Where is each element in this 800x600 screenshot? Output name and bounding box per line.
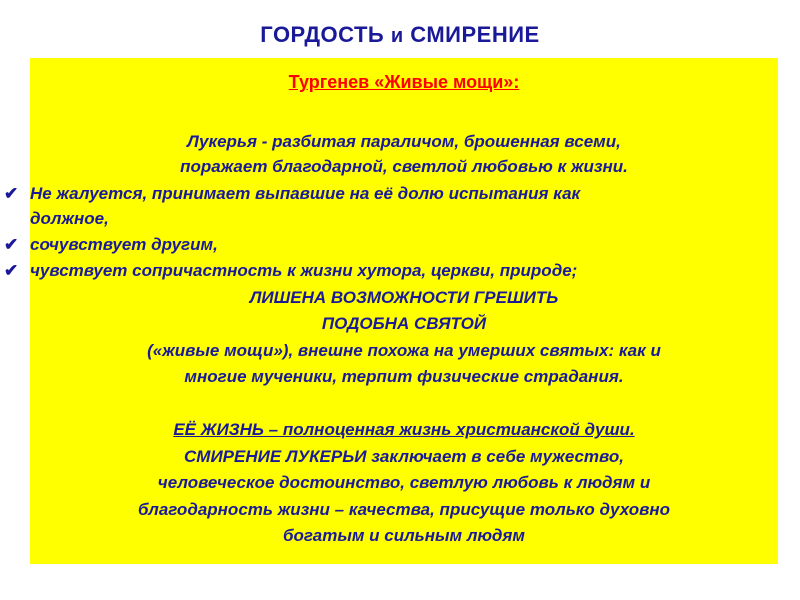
text-line-12: СМИРЕНИЕ ЛУКЕРЬИ заключает в себе мужество, bbox=[184, 447, 624, 466]
text-line-10: многие мученики, терпит физические страдания. bbox=[184, 367, 624, 386]
text-line-2: поражает благодарной, светлой любовью к жизни. bbox=[180, 157, 628, 176]
title-part-1: ГОРДОСТЬ bbox=[260, 22, 391, 47]
text-line-14: благодарность жизни – качества, присущие только духовно bbox=[137, 500, 671, 519]
text-line-11: ЕЁ ЖИЗНЬ – полноценная жизнь христианской души. bbox=[173, 420, 635, 439]
text-line-8: ПОДОБНА СВЯТОЙ bbox=[321, 314, 487, 333]
text-line-15: богатым и сильным людям bbox=[283, 526, 525, 545]
bullet-line-1 bbox=[4, 184, 764, 204]
text-line-13: человеческое достоинство, светлую любовь к людям и bbox=[157, 473, 651, 492]
bullet-text-1: Не жалуется, принимает выпавшие на её долю испытания как bbox=[30, 184, 581, 203]
content-box bbox=[4, 58, 778, 564]
check-icon: ✔ bbox=[4, 261, 19, 280]
bullet-line-3 bbox=[4, 261, 764, 281]
text-line-1: Лукерья - разбитая параличом, брошенная всеми, bbox=[187, 132, 621, 151]
bullet-line-2 bbox=[4, 235, 764, 255]
slide-title bbox=[0, 22, 800, 48]
text-line-9: («живые мощи»), внешне похожа на умерших святых: как и bbox=[147, 341, 661, 360]
title-part-2: и bbox=[390, 25, 404, 47]
text-line-7: ЛИШЕНА ВОЗМОЖНОСТИ ГРЕШИТЬ bbox=[249, 288, 559, 307]
bullet-text-3: чувствует сопричастность к жизни хутора, церкви, природе; bbox=[30, 261, 578, 280]
check-icon: ✔ bbox=[4, 235, 19, 254]
bullet-line-1-cont bbox=[4, 209, 764, 229]
bullet-text-2: сочувствует другим, bbox=[30, 235, 218, 254]
bullet-text-1-cont: должное, bbox=[30, 209, 109, 228]
check-icon: ✔ bbox=[4, 184, 19, 203]
subtitle: Тургенев «Живые мощи»: bbox=[288, 72, 520, 92]
title-part-3: СМИРЕНИЕ bbox=[403, 22, 540, 47]
